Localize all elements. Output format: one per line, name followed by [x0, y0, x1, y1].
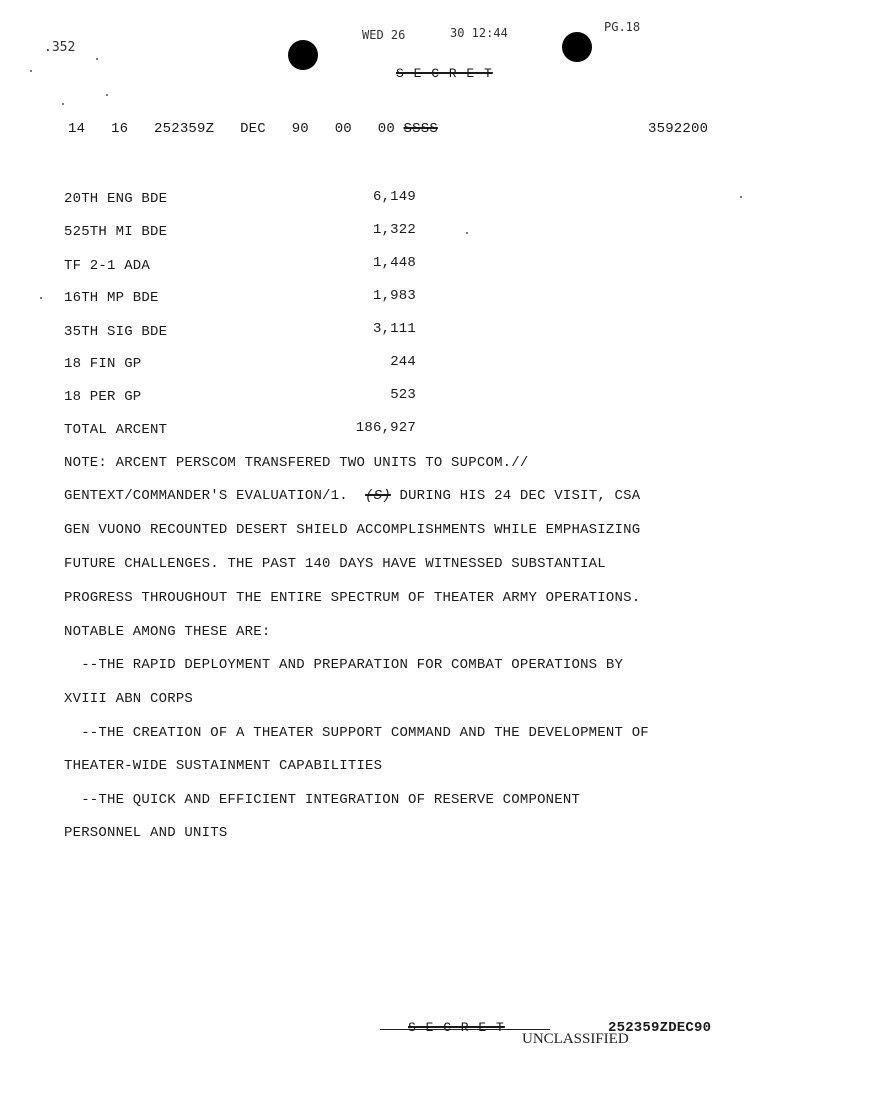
gentext-line: THEATER-WIDE SUSTAINMENT CAPABILITIES — [64, 758, 383, 774]
scan-speck — [96, 58, 98, 60]
gentext-line: PROGRESS THROUGHOUT THE ENTIRE SPECTRUM OF THEATER ARMY OPERATIONS. — [64, 590, 641, 606]
gentext-line: PERSONNEL AND UNITS — [64, 825, 228, 841]
dtg-field: DEC — [240, 121, 266, 137]
unit-name: 16TH MP BDE — [64, 290, 159, 306]
punch-hole-right — [562, 32, 592, 62]
footer-dtg: 252359ZDEC90 — [608, 1020, 712, 1036]
unit-value: 1,983 — [372, 288, 416, 304]
page-reference: .352 — [44, 40, 76, 55]
scan-speck — [30, 70, 32, 72]
gentext-header — [64, 488, 640, 504]
unit-name: 18 PER GP — [64, 389, 142, 405]
dtg-field: 90 — [291, 121, 309, 137]
gentext-label: GENTEXT/COMMANDER'S EVALUATION/1. — [64, 488, 348, 504]
fax-date: WED 26 — [362, 28, 406, 42]
dtg-field: 14 — [68, 121, 86, 137]
fax-time: 30 12:44 — [450, 26, 508, 40]
unit-name: 18 FIN GP — [64, 356, 142, 372]
unit-value: 1,322 — [372, 222, 416, 238]
unit-value: 6,149 — [372, 189, 416, 205]
scan-speck — [106, 94, 108, 96]
unit-name: TF 2-1 ADA — [64, 258, 151, 274]
gentext-line: FUTURE CHALLENGES. THE PAST 140 DAYS HAVE WITNESSED SUBSTANTIAL — [64, 556, 606, 572]
scan-speck — [466, 232, 468, 234]
gentext-line: --THE RAPID DEPLOYMENT AND PREPARATION FOR COMBAT OPERATIONS BY — [64, 657, 624, 673]
dtg-field: 00 — [334, 121, 352, 137]
gentext-line: --THE QUICK AND EFFICIENT INTEGRATION OF RESERVE COMPONENT — [64, 792, 581, 808]
total-value: 186,927 — [355, 420, 416, 436]
dtg-field: 16 — [111, 121, 129, 137]
scan-speck — [740, 196, 742, 198]
scan-speck — [62, 103, 64, 105]
dtg-field: 252359Z — [154, 121, 215, 137]
dtg-field: 00 — [377, 121, 395, 137]
punch-hole-left — [288, 40, 318, 70]
classification-marking: (S) — [365, 488, 391, 504]
dtg-line — [68, 121, 438, 137]
gentext-lead: DURING HIS 24 DEC VISIT, CSA — [399, 488, 641, 504]
gentext-line: GEN VUONO RECOUNTED DESERT SHIELD ACCOMPLISHMENTS WHILE EMPHASIZING — [64, 522, 641, 538]
gentext-line: --THE CREATION OF A THEATER SUPPORT COMMAND AND THE DEVELOPMENT OF — [64, 725, 649, 741]
total-label: TOTAL ARCENT — [64, 422, 168, 438]
message-number: 3592200 — [648, 121, 709, 137]
unit-value: 1,448 — [372, 255, 416, 271]
unit-value: 3,111 — [372, 321, 416, 337]
unclassified-stamp: UNCLASSIFIED — [522, 1031, 629, 1047]
note-line: NOTE: ARCENT PERSCOM TRANSFERED TWO UNITS TO SUPCOM.// — [64, 455, 529, 471]
unit-value: 244 — [390, 354, 416, 370]
gentext-line: NOTABLE AMONG THESE ARE: — [64, 624, 271, 640]
unit-name: 525TH MI BDE — [64, 224, 168, 240]
unit-name: 20TH ENG BDE — [64, 191, 168, 207]
dtg-struck-code: SSSS — [403, 121, 438, 137]
unit-name: 35TH SIG BDE — [64, 324, 168, 340]
classification-bottom: S E C R E T — [408, 1020, 505, 1035]
gentext-line: XVIII ABN CORPS — [64, 691, 194, 707]
scan-speck — [40, 297, 42, 299]
unit-value: 523 — [390, 387, 416, 403]
classification-top: S E C R E T — [396, 66, 493, 81]
fax-page-number: PG.18 — [604, 20, 641, 34]
